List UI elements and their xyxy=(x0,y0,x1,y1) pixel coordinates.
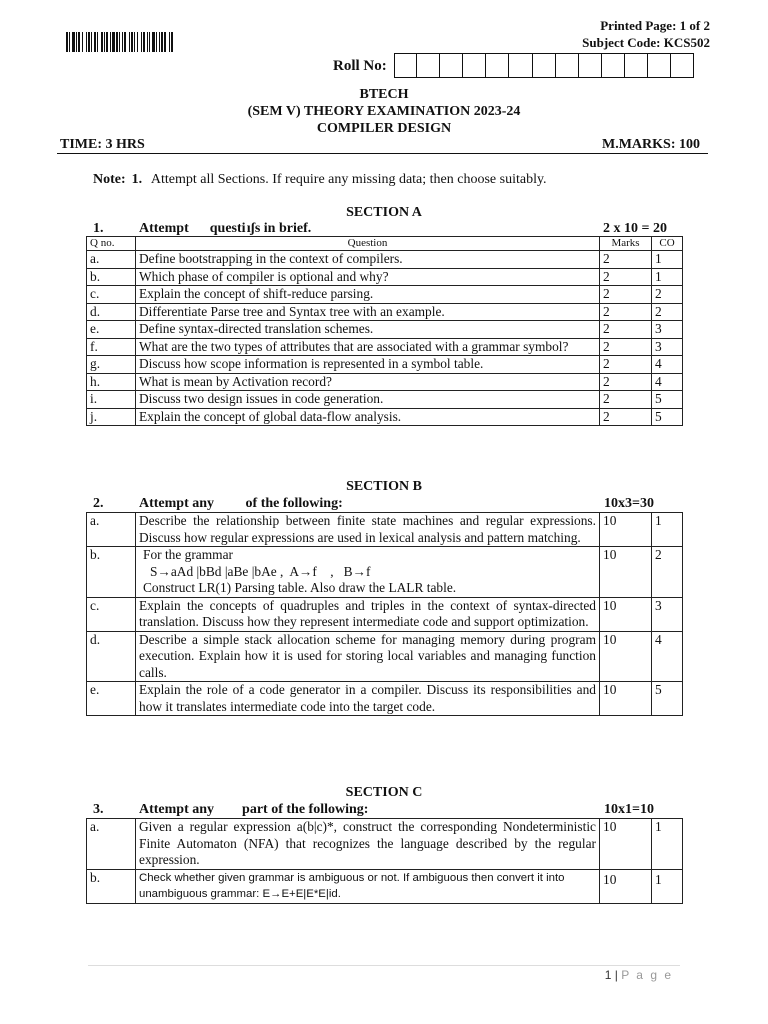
barcode-bar xyxy=(141,32,142,52)
table-row xyxy=(87,597,683,631)
section-c-marks: 10x1=10 xyxy=(604,802,654,817)
note-number: 1. xyxy=(131,172,143,187)
marks-cell: 2 xyxy=(600,391,652,409)
barcode-bar xyxy=(78,32,80,52)
section-b-instruction: Attempt any of the following: xyxy=(139,496,343,511)
subject-code xyxy=(582,35,710,51)
barcode-bar xyxy=(143,32,145,52)
marks-cell: 10 xyxy=(600,819,652,870)
barcode-bar xyxy=(97,32,98,52)
table-row xyxy=(87,251,683,269)
question-cell: Check whether given grammar is ambiguous or not. If ambiguous then convert it into unambiguous grammar: E→E+E|E*E|id. xyxy=(136,869,600,903)
co-cell: 2 xyxy=(652,547,683,598)
co-cell: 1 xyxy=(652,513,683,547)
roll-no-label: Roll No: xyxy=(333,58,387,74)
co-cell: 5 xyxy=(652,682,683,716)
grammar-task: Construct LR(1) Parsing table. Also draw the LALR table. xyxy=(143,580,457,595)
qno-cell: j. xyxy=(87,408,136,426)
barcode-bar xyxy=(152,32,155,52)
col-question: Question xyxy=(136,237,600,251)
roll-no-box[interactable] xyxy=(463,53,486,78)
section-c-title: SECTION C xyxy=(345,785,423,800)
roll-no-box[interactable] xyxy=(671,53,694,78)
table-row xyxy=(87,338,683,356)
roll-no-box[interactable] xyxy=(417,53,440,78)
qno-cell: d. xyxy=(87,303,136,321)
grammar-intro: For the grammar xyxy=(143,547,233,562)
marks-cell: 2 xyxy=(600,303,652,321)
table-row xyxy=(87,869,683,903)
question-cell: Discuss how scope information is represented in a symbol table. xyxy=(136,356,600,374)
qno-cell: h. xyxy=(87,373,136,391)
co-cell: 3 xyxy=(652,338,683,356)
co-cell: 5 xyxy=(652,408,683,426)
grammar-productions: S→aAd |bBd |aBe |bAe , A→f , B→f xyxy=(150,563,371,579)
qno-cell: a. xyxy=(87,513,136,547)
col-qno: Q no. xyxy=(87,237,136,251)
roll-no-box[interactable] xyxy=(625,53,648,78)
section-a-number: 1. xyxy=(93,221,104,236)
section-c-instruction: Attempt any part of the following: xyxy=(139,802,369,817)
barcode-bar xyxy=(101,32,103,52)
section-a-table xyxy=(86,236,683,426)
roll-no-boxes[interactable] xyxy=(394,53,694,78)
qno-cell: i. xyxy=(87,391,136,409)
barcode-bar xyxy=(94,32,96,52)
co-cell: 4 xyxy=(652,631,683,682)
qno-cell: e. xyxy=(87,321,136,339)
co-cell: 3 xyxy=(652,597,683,631)
marks-cell: 2 xyxy=(600,356,652,374)
qno-cell: a. xyxy=(87,251,136,269)
section-a-instruction: Attempt questi ıʃs in brief. xyxy=(139,221,312,236)
marks-cell: 2 xyxy=(600,408,652,426)
question-cell: Describe a simple stack allocation scheme for managing memory during program execution. Explain how it is used for storing local variables and managing function calls. xyxy=(136,631,600,682)
footer-divider xyxy=(88,965,680,966)
barcode-bar xyxy=(82,32,83,52)
section-c-number: 3. xyxy=(93,802,104,817)
table-row xyxy=(87,547,683,598)
question-cell: Given a regular expression a(b|c)*, construct the corresponding Nondeterministic Finite Automaton (NFA) that recognizes the language described by the regular expression. xyxy=(136,819,600,870)
co-cell: 4 xyxy=(652,356,683,374)
barcode-bar xyxy=(137,32,138,52)
section-b-table xyxy=(86,512,683,716)
roll-no-box[interactable] xyxy=(509,53,532,78)
barcode-bar xyxy=(161,32,163,52)
barcode-bar xyxy=(91,32,92,52)
section-a-title: SECTION A xyxy=(346,205,422,220)
note xyxy=(93,172,547,188)
marks-cell: 2 xyxy=(600,338,652,356)
table-row xyxy=(87,682,683,716)
barcode-bar xyxy=(164,32,166,52)
col-marks: Marks xyxy=(600,237,652,251)
marks-cell: 2 xyxy=(600,373,652,391)
roll-no-box[interactable] xyxy=(394,53,417,78)
marks-cell: 2 xyxy=(600,268,652,286)
barcode-bar xyxy=(110,32,111,52)
marks-cell: 2 xyxy=(600,321,652,339)
section-b-number: 2. xyxy=(93,496,104,511)
question-cell: Discuss two design issues in code generation. xyxy=(136,391,600,409)
question-cell: Which phase of compiler is optional and why? xyxy=(136,268,600,286)
page-word: P a g e xyxy=(621,968,673,982)
question-cell: Explain the role of a code generator in a compiler. Discuss its responsibilities and how it translates intermediate code into the target code. xyxy=(136,682,600,716)
page-footer xyxy=(605,968,673,982)
marks-cell: 2 xyxy=(600,251,652,269)
barcode-bar xyxy=(171,32,173,52)
section-c-table xyxy=(86,818,683,904)
co-cell: 3 xyxy=(652,321,683,339)
table-header-row xyxy=(87,237,683,251)
barcode-bar xyxy=(156,32,157,52)
section-a-marks: 2 x 10 = 20 xyxy=(603,221,667,236)
qno-cell: c. xyxy=(87,597,136,631)
printed-page xyxy=(600,18,710,34)
note-text: Attempt all Sections. If require any missing data; then choose suitably. xyxy=(150,172,547,187)
qno-cell: g. xyxy=(87,356,136,374)
barcode-bar xyxy=(149,32,150,52)
qno-cell: c. xyxy=(87,286,136,304)
marks-cell: 10 xyxy=(600,682,652,716)
co-cell: 2 xyxy=(652,286,683,304)
marks-cell: 10 xyxy=(600,631,652,682)
question-cell: Explain the concept of global data-flow analysis. xyxy=(136,408,600,426)
program-title: BTECH xyxy=(359,87,409,102)
marks-cell: 10 xyxy=(600,513,652,547)
marks-cell: 2 xyxy=(600,286,652,304)
question-cell xyxy=(136,547,600,598)
roll-no-box[interactable] xyxy=(533,53,556,78)
section-b-marks: 10x3=30 xyxy=(604,496,654,511)
qno-cell: b. xyxy=(87,268,136,286)
barcode-bar xyxy=(124,32,126,52)
qno-cell: f. xyxy=(87,338,136,356)
question-cell: Explain the concept of shift-reduce parsing. xyxy=(136,286,600,304)
barcode-bar xyxy=(131,32,133,52)
table-row xyxy=(87,819,683,870)
barcode-bar xyxy=(106,32,108,52)
barcode-bar xyxy=(147,32,148,52)
note-label: Note: xyxy=(93,172,126,187)
table-row xyxy=(87,268,683,286)
section-a-rows xyxy=(87,251,683,426)
barcode-bar xyxy=(104,32,105,52)
table-row xyxy=(87,286,683,304)
roll-no-box[interactable] xyxy=(579,53,602,78)
co-cell: 1 xyxy=(652,819,683,870)
qno-cell: a. xyxy=(87,819,136,870)
section-b-title: SECTION B xyxy=(346,479,422,494)
barcode-bar xyxy=(169,32,170,52)
question-cell: Differentiate Parse tree and Syntax tree with an example. xyxy=(136,303,600,321)
question-cell: What are the two types of attributes that are associated with a grammar symbol? xyxy=(136,338,600,356)
footer-separator: | xyxy=(614,968,618,982)
co-cell: 5 xyxy=(652,391,683,409)
question-cell: Describe the relationship between finite state machines and regular expressions. Discuss how regular expressions are used in lexical analysis and pattern matching. xyxy=(136,513,600,547)
table-row xyxy=(87,321,683,339)
table-row xyxy=(87,513,683,547)
table-row xyxy=(87,631,683,682)
barcode xyxy=(66,32,296,52)
col-co: CO xyxy=(652,237,683,251)
marks-cell: 10 xyxy=(600,547,652,598)
barcode-bar xyxy=(129,32,130,52)
header-divider xyxy=(57,153,708,154)
barcode-bar xyxy=(72,32,75,52)
qno-cell: b. xyxy=(87,869,136,903)
barcode-bar xyxy=(112,32,115,52)
co-cell: 1 xyxy=(652,869,683,903)
roll-no-box[interactable] xyxy=(556,53,579,78)
qno-cell: d. xyxy=(87,631,136,682)
marks-cell: 10 xyxy=(600,869,652,903)
table-row xyxy=(87,356,683,374)
co-cell: 4 xyxy=(652,373,683,391)
co-cell: 1 xyxy=(652,251,683,269)
barcode-bar xyxy=(76,32,77,52)
table-row xyxy=(87,408,683,426)
exam-time: TIME: 3 HRS xyxy=(60,137,145,152)
roll-no-box[interactable] xyxy=(648,53,671,78)
table-row xyxy=(87,303,683,321)
barcode-bar xyxy=(66,32,68,52)
max-marks: M.MARKS: 100 xyxy=(602,137,700,152)
page-number: 1 xyxy=(604,968,612,982)
barcode-bar xyxy=(119,32,120,52)
question-cell: What is mean by Activation record? xyxy=(136,373,600,391)
subject-code-label: Subject Code: xyxy=(582,35,661,50)
table-row xyxy=(87,391,683,409)
roll-no-box[interactable] xyxy=(440,53,463,78)
barcode-bar xyxy=(122,32,123,52)
marks-cell: 10 xyxy=(600,597,652,631)
co-cell: 2 xyxy=(652,303,683,321)
co-cell: 1 xyxy=(652,268,683,286)
printed-page-value: 1 of 2 xyxy=(679,18,710,33)
exam-title: (SEM V) THEORY EXAMINATION 2023-24 xyxy=(247,104,521,119)
roll-no-box[interactable] xyxy=(486,53,509,78)
printed-page-label: Printed Page: xyxy=(600,18,677,33)
subject-code-value: KCS502 xyxy=(663,35,710,50)
barcode-bar xyxy=(88,32,90,52)
subject-title: COMPILER DESIGN xyxy=(316,121,452,136)
barcode-bar xyxy=(86,32,87,52)
question-cell: Define bootstrapping in the context of compilers. xyxy=(136,251,600,269)
barcode-bar xyxy=(116,32,118,52)
barcode-bar xyxy=(159,32,160,52)
question-cell: Define syntax-directed translation schemes. xyxy=(136,321,600,339)
table-row xyxy=(87,373,683,391)
barcode-bar xyxy=(134,32,135,52)
roll-no-box[interactable] xyxy=(602,53,625,78)
question-cell: Explain the concepts of quadruples and triples in the context of syntax-directed translation. Discuss how they represent intermediate code and support optimization. xyxy=(136,597,600,631)
qno-cell: b. xyxy=(87,547,136,598)
qno-cell: e. xyxy=(87,682,136,716)
barcode-bar xyxy=(69,32,70,52)
